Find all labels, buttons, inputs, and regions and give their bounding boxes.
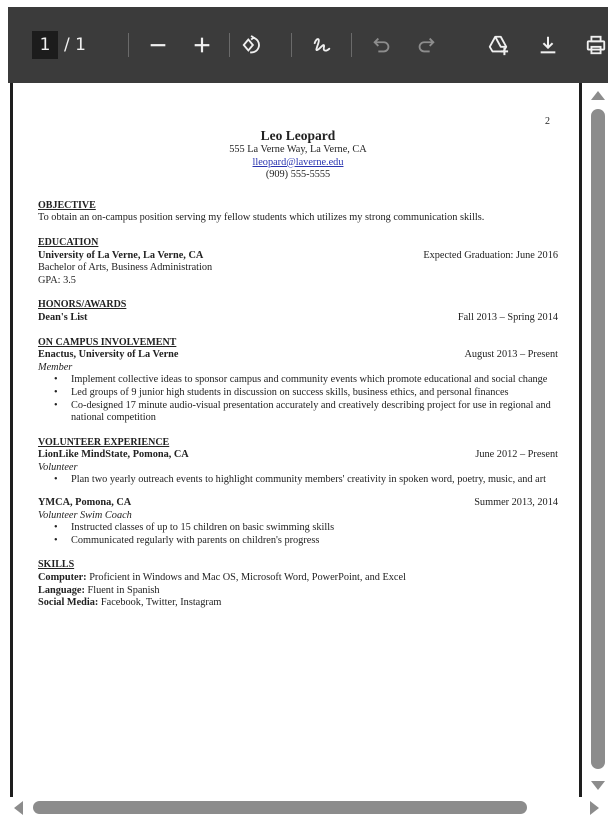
org-name: LionLike MindState, Pomona, CA [38,449,189,461]
section-title: VOLUNTEER EXPERIENCE [38,436,170,448]
bullet-list [54,374,558,424]
org-date: Summer 2013, 2014 [474,497,558,509]
skill-label: Computer: [38,572,87,584]
skills-section [38,559,558,609]
objective-section [38,200,558,225]
page-number-input[interactable]: 1 [32,31,58,59]
education-section [38,237,558,287]
draw-button[interactable] [308,31,336,59]
scroll-down-arrow-icon[interactable] [591,781,605,790]
scroll-left-arrow-icon[interactable] [14,801,23,815]
list-item: • Co-designed 17 minute audio-visual presentation accurately and creatively describing project for use in regional and national competition [54,400,558,425]
resume-address: 555 La Verne Way, La Verne, CA [229,144,367,155]
toolbar-divider [351,33,352,57]
skill-line [38,597,558,610]
add-to-drive-button[interactable] [484,31,512,59]
print-icon [585,34,607,56]
org-name: YMCA, Pomona, CA [38,497,132,509]
drive-add-icon [487,34,509,56]
toolbar-divider [291,33,292,57]
zoom-out-icon [147,34,169,56]
org-role: Volunteer Swim Coach [38,509,132,521]
honors-section [38,299,558,324]
gpa: GPA: 3.5 [38,274,76,286]
toolbar-divider [229,33,230,57]
skill-line [38,572,558,585]
page-border-left [10,83,13,797]
list-item: • Led groups of 9 junior high students in discussion on success skills, business ethics, and personal finances [54,387,558,400]
skill-line [38,585,558,598]
org-date: June 2012 – Present [475,449,558,461]
skill-label: Language: [38,584,85,596]
toolbar [8,7,608,83]
page-number-label: 2 [545,116,550,127]
skill-value: Fluent in Spanish [84,584,160,596]
degree: Bachelor of Arts, Business Administration [38,262,213,274]
undo-icon [371,34,393,56]
download-icon [537,34,559,56]
bullet-list [54,474,558,487]
list-item: • Instructed classes of up to 15 children on basic swimming skills [54,522,558,535]
section-title: HONORS/AWARDS [38,299,127,311]
page-border-right [579,83,582,797]
resume-header [38,128,558,182]
award-name: Dean's List [38,311,88,323]
award-date: Fall 2013 – Spring 2014 [457,311,558,323]
toolbar-divider [128,33,129,57]
horizontal-scrollbar[interactable] [8,797,608,819]
pdf-page [38,116,558,610]
involvement-section [38,337,558,425]
zoom-in-button[interactable] [188,31,216,59]
vertical-scroll-thumb[interactable] [591,109,605,769]
section-title: EDUCATION [38,236,99,248]
section-title: SKILLS [38,559,75,571]
rotate-icon [241,34,263,56]
document-viewport[interactable] [8,83,582,797]
horizontal-scroll-thumb[interactable] [33,801,527,814]
rotate-button[interactable] [238,31,266,59]
section-title: ON CAMPUS INVOLVEMENT [38,336,177,348]
undo-button[interactable] [368,31,396,59]
vertical-scrollbar[interactable] [586,83,608,797]
school-name: University of La Verne, La Verne, CA [38,249,204,261]
resume-name: Leo Leopard [260,128,336,143]
redo-button[interactable] [412,31,440,59]
scroll-right-arrow-icon[interactable] [590,801,599,815]
download-button[interactable] [534,31,562,59]
draw-icon [311,34,333,56]
org-date: August 2013 – Present [464,349,558,361]
graduation-date: Expected Graduation: June 2016 [423,249,558,261]
pdf-viewer [8,7,608,825]
list-item: • Plan two yearly outreach events to highlight community members' creativity in spoken word, poetry, music, and art [54,474,558,487]
page-count: / 1 [64,35,86,55]
objective-text: To obtain an on-campus position serving my fellow students which utilizes my strong communication skills. [38,212,485,224]
org-role: Volunteer [38,461,78,473]
resume-phone: (909) 555-5555 [265,169,331,181]
bullet-list [54,522,558,547]
skill-label: Social Media: [38,597,99,609]
zoom-out-button[interactable] [144,31,172,59]
print-button[interactable] [582,31,608,59]
list-item: • Implement collective ideas to sponsor campus and community events which promote educational and social change [54,374,558,387]
org-name: Enactus, University of La Verne [38,349,179,361]
volunteer-section [38,437,558,548]
list-item: • Communicated regularly with parents on children's progress [54,535,558,548]
section-title: OBJECTIVE [38,199,96,211]
org-role: Member [38,361,73,373]
redo-icon [415,34,437,56]
skill-value: Proficient in Windows and Mac OS, Microsoft Word, PowerPoint, and Excel [86,572,406,584]
email-link[interactable]: lleopard@laverne.edu [252,156,344,168]
zoom-in-icon [191,34,213,56]
scroll-up-arrow-icon[interactable] [591,91,605,100]
skill-value: Facebook, Twitter, Instagram [98,597,222,609]
